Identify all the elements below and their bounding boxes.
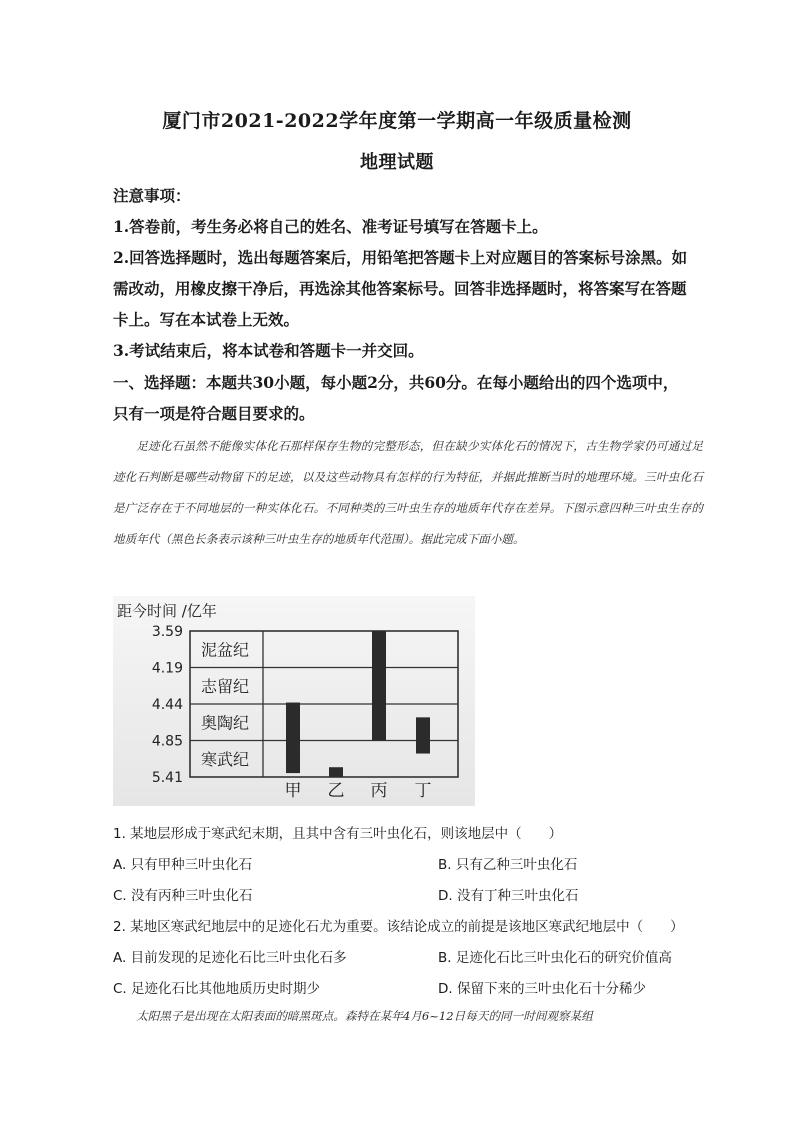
page-title: 厦门市2021-2022学年度第一学期高一年级质量检测 bbox=[162, 110, 632, 132]
question-2-option-b[interactable]: B. 足迹化石比三叶虫化石的研究价值高 bbox=[438, 950, 672, 966]
category-label: 甲 bbox=[284, 781, 302, 801]
question-1-option-d[interactable]: D. 没有丁种三叶虫化石 bbox=[438, 888, 579, 904]
period-label: 寒武纪 bbox=[201, 749, 250, 769]
notice-item-1: 1.答卷前，考生务必将自己的姓名、准考证号填写在答题卡上。 bbox=[113, 217, 548, 236]
notice-item-2-line-3: 卡上。写在本试卷上无效。 bbox=[113, 310, 300, 329]
question-2-stem: 2. 某地区寒武纪地层中的足迹化石尤为重要。该结论成立的前提是该地区寒武纪地层中（ ） bbox=[113, 919, 684, 935]
range-bar-甲 bbox=[286, 703, 300, 774]
y-tick-label: 4.85 bbox=[151, 733, 183, 750]
period-label: 泥盆纪 bbox=[201, 640, 250, 660]
range-bar-丙 bbox=[372, 631, 386, 741]
question-1-option-a[interactable]: A. 只有甲种三叶虫化石 bbox=[113, 857, 253, 873]
section-heading-line-1: 一、选择题：本题共30小题，每小题2分，共60分。在每小题给出的四个选项中， bbox=[113, 373, 679, 392]
question-2-option-c[interactable]: C. 足迹化石比其他地质历史时期少 bbox=[113, 981, 321, 997]
question-1-stem: 1. 某地层形成于寒武纪末期，且其中含有三叶虫化石，则该地层中（ ） bbox=[113, 826, 563, 842]
y-tick-label: 4.44 bbox=[151, 697, 183, 713]
next-passage: 太阳黑子是出现在太阳表面的暗黑斑点。森特在某年4月6~12日每天的同一时间观察某组 bbox=[136, 1009, 593, 1023]
range-bar-乙 bbox=[329, 767, 343, 777]
chart-svg bbox=[113, 596, 475, 806]
passage-text: 足迹化石虽然不能像实体化石那样保存生物的完整形态，但在缺少实体化石的情况下，古生物学家仍可通过足迹化石判断是哪些动物留下的足迹，以及这些动物具有怎样的行为特征，并据此推断当时的地理环境。三叶虫化石是广泛存在于不同地层的一种实体化石。不同种类的三叶虫生存的地质年代存在差异。下图示意四种三叶虫生存的地质年代（黑色长条表示该种三叶虫生存的地质年代范围）。据此完成下面小题。 bbox=[113, 439, 703, 546]
notice-item-2-line-1: 2.回答选择题时，选出每题答案后，用铅笔把答题卡上对应题目的答案标号涂黑。如 bbox=[113, 248, 688, 267]
section-heading-line-2: 只有一项是符合题目要求的。 bbox=[113, 404, 315, 423]
category-label: 丁 bbox=[414, 781, 432, 801]
notice-heading: 注意事项： bbox=[113, 186, 191, 205]
page-subtitle: 地理试题 bbox=[360, 152, 434, 173]
category-label: 乙 bbox=[327, 781, 345, 801]
question-2-option-d[interactable]: D. 保留下来的三叶虫化石十分稀少 bbox=[438, 981, 646, 997]
y-tick-label: 4.19 bbox=[151, 660, 183, 677]
notice-item-2-line-2: 需改动，用橡皮擦干净后，再选涂其他答案标号。回答非选择题时，将答案写在答题 bbox=[113, 279, 687, 298]
question-1-option-c[interactable]: C. 没有丙种三叶虫化石 bbox=[113, 888, 253, 904]
passage bbox=[113, 431, 703, 555]
question-1-option-b[interactable]: B. 只有乙种三叶虫化石 bbox=[438, 857, 578, 873]
chart-ylabel: 距今时间 /亿年 bbox=[117, 602, 217, 620]
notice-item-3: 3.考试结束后，将本试卷和答题卡一并交回。 bbox=[113, 341, 424, 360]
period-label: 奥陶纪 bbox=[201, 713, 250, 733]
y-tick-label: 3.59 bbox=[151, 624, 183, 640]
category-label: 丙 bbox=[370, 781, 388, 801]
range-bar-丁 bbox=[416, 717, 430, 753]
y-tick-label: 5.41 bbox=[151, 770, 183, 786]
trilobite-chart bbox=[113, 596, 475, 806]
question-2-option-a[interactable]: A. 目前发现的足迹化石比三叶虫化石多 bbox=[113, 950, 347, 966]
period-label: 志留纪 bbox=[201, 676, 250, 696]
